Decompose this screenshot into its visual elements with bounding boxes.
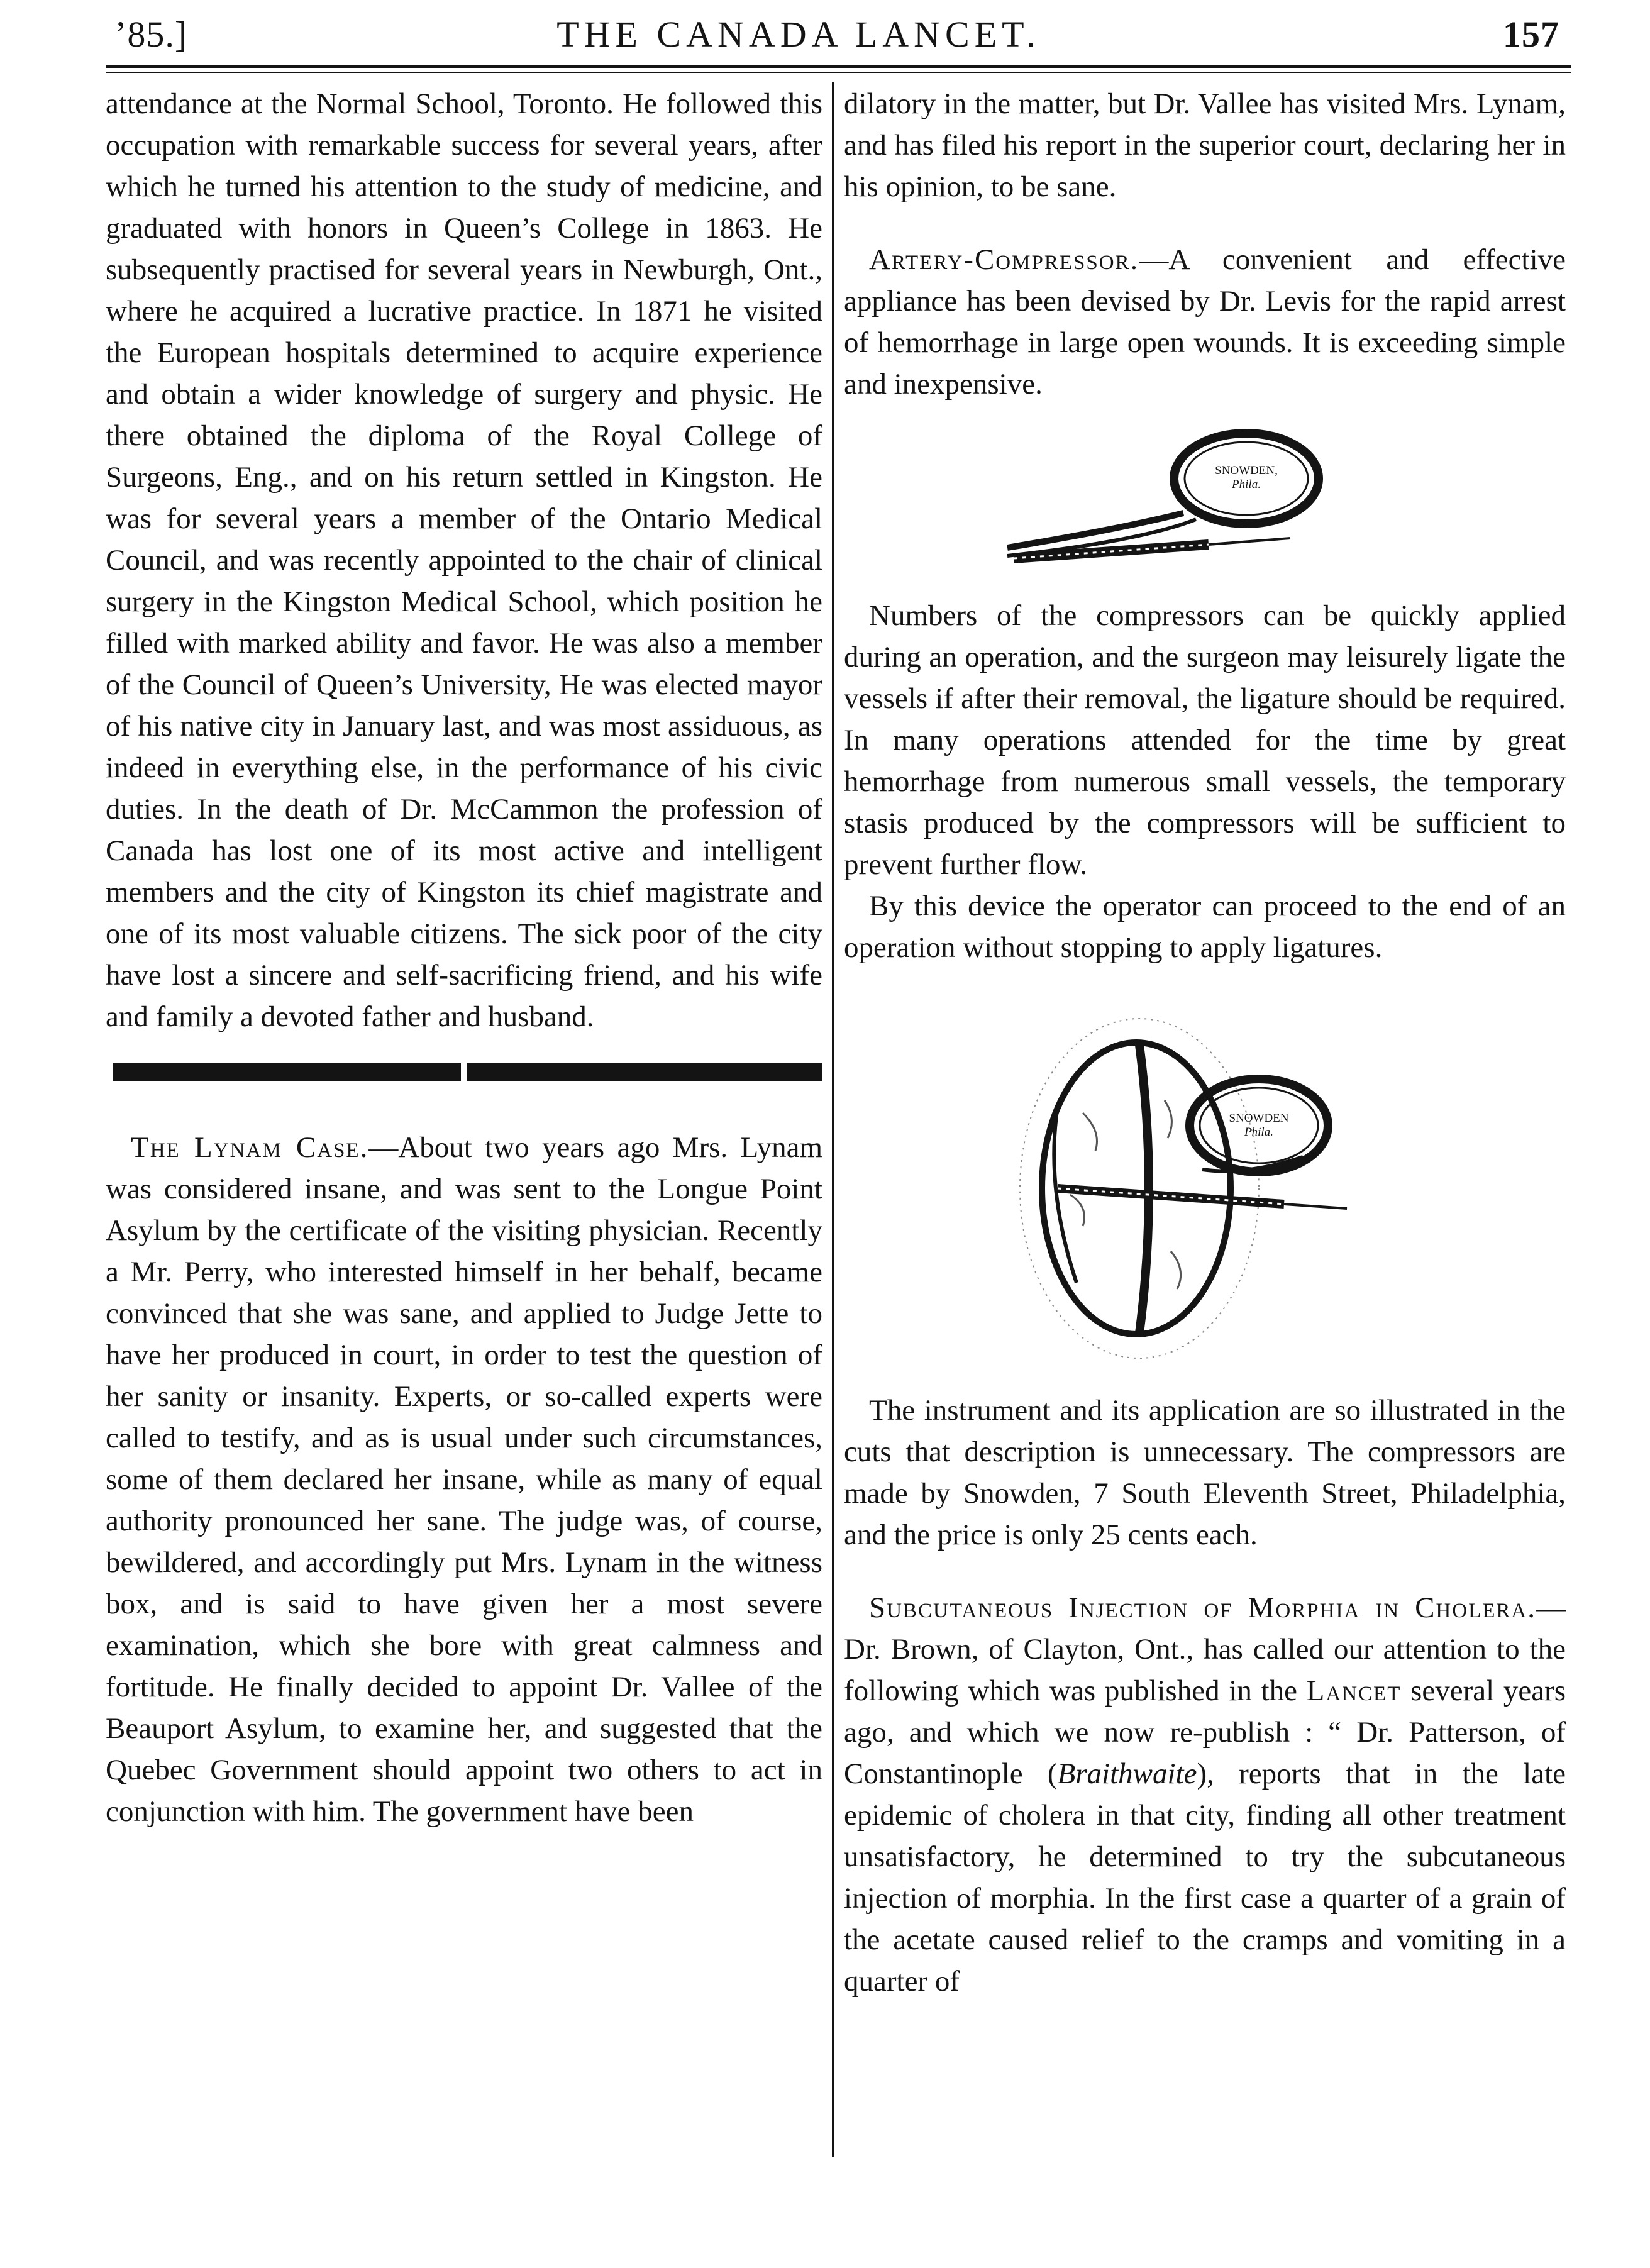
lynam-case-continued: dilatory in the matter, but Dr. Vallee has visited Mrs. Lynam, and has filed his report in the superior court, declaring her in his opinion, to be sane. xyxy=(844,87,1566,203)
header-rule-top xyxy=(106,65,1571,68)
running-title: THE CANADA LANCET. xyxy=(556,14,1041,55)
snowden-stamp-2 xyxy=(1224,1112,1293,1139)
lynam-case-heading: The Lynam Case. xyxy=(131,1131,369,1164)
morphia-body-3: ), reports that in the late epidemic of cholera in that city, finding all other treatment unsatisfactory, he determined to try the subcutaneous injection of morphia. In the first case a quarter of a grain of the acetate caused relief to the cramps and vomiting in a quarter of xyxy=(844,1757,1566,1998)
stamp-1-maker: SNOWDEN, xyxy=(1215,464,1278,477)
header-year: ’85.] xyxy=(114,14,188,55)
lynam-case-body: —About two years ago Mrs. Lynam was considered insane, and was sent to the Longue Point Asylum by the certificate of the visiting physician. Recently a Mr. Perry, who interested himself in her behalf, became convinced that she was sane, and applied to Judge Jette to have her produced in court, in order to test the question of her sanity or insanity. Experts, or so-called experts were called to testify, and as is usual under such circumstances, some of them declared her insane, while as many of equal authority pronounced her sane. The judge was, of course, bewildered, and accordingly put Mrs. Lynam in the witness box, and is said to have given her a most severe examination, which she bore with great calmness and fortitude. He finally decided to appoint Dr. Vallee of the Beauport Asylum, to examine her, and suggested that the Quebec Government should appoint two others to act in conjunction with him. The government have been xyxy=(106,1131,823,1828)
braithwaite-citation: Braithwaite xyxy=(1057,1757,1197,1790)
instrument-paragraph: The instrument and its application are so illustrated in the cuts that description is unnecessary. The compressors are made by Snowden, 7 South Eleventh Street, Philadelphia, and the price is only 25 cents each. xyxy=(844,1394,1566,1551)
artery-compressor-illustration xyxy=(995,419,1385,582)
compressor-drawing xyxy=(995,419,1385,582)
snowden-stamp-1 xyxy=(1209,464,1284,492)
artery-compressor-body: —A convenient and effective appliance has been devised by Dr. Levis for the rapid arrest of hemorrhage in large open wounds. It is exceeding simple and inexpensive. xyxy=(844,243,1566,401)
morphia-body-1: —Dr. Brown, of Clayton, Ont., has called our attention to the following which was published in the xyxy=(844,1591,1566,1707)
lynam-case-article xyxy=(106,1127,822,1832)
artery-compressor-article xyxy=(844,239,1566,405)
page-number: 157 xyxy=(1503,14,1559,55)
compressor-in-wound-illustration xyxy=(1007,987,1359,1377)
compressors-paragraph-1: Numbers of the compressors can be quickly applied during an operation, and the surgeon may leisurely ligate the vessels if after their removal, the ligature should be required. In many operations attended for the time by great hemorrhage from numerous small vessels, the temporary stasis produced by the compressors will be sufficient to prevent further flow. xyxy=(844,599,1566,881)
left-column xyxy=(106,83,822,1832)
morphia-body-2: several years ago, and which we now re-publish : “ Dr. Patterson, of Constantinople ( xyxy=(844,1674,1566,1790)
header-rule-bottom xyxy=(106,72,1571,73)
stamp-1-city: Phila. xyxy=(1232,478,1261,491)
stamp-2-maker: SNOWDEN xyxy=(1229,1112,1289,1125)
artery-compressor-heading: Artery-Compressor. xyxy=(869,243,1139,276)
stamp-2-city: Phila. xyxy=(1244,1126,1273,1139)
morphia-heading: Subcutaneous Injection of Morphia in Cholera. xyxy=(869,1591,1536,1624)
morphia-article xyxy=(844,1587,1566,2002)
wound-drawing xyxy=(1007,987,1359,1377)
section-divider-bar xyxy=(113,1063,822,1081)
lancet-reference: Lancet xyxy=(1306,1674,1402,1707)
right-column xyxy=(844,83,1566,2002)
compressors-paragraph-2: By this device the operator can proceed to the end of an operation without stopping to apply ligatures. xyxy=(844,890,1566,964)
obituary-paragraph: attendance at the Normal School, Toronto. He followed this occupation with remarkable success for several years, after which he turned his attention to the study of medicine, and graduated with honors in Queen’s College in 1863. He subsequently practised for several years in Newburgh, Ont., where he acquired a lucrative practice. In 1871 he visited the European hospitals determined to acquire experience and obtain a wider knowledge of surgery and physic. He there obtained the diploma of the Royal College of Surgeons, Eng., and on his return settled in Kingston. He was for several years a member of the Ontario Medical Council, and was recently appointed to the chair of clinical surgery in the Kingston Medical School, which position he filled with marked ability and favor. He was also a member of the Council of Queen’s University, He was elected mayor of his native city in January last, and was most assiduous, as indeed in everything else, in the performance of his civic duties. In the death of Dr. McCammon the profession of Canada has lost one of its most active and intelligent members and the city of Kingston its chief magistrate and one of its most valuable citizens. The sick poor of the city have lost a sincere and self-sacrificing friend, and his wife and family a devoted father and husband. xyxy=(106,87,822,1033)
column-divider xyxy=(832,82,834,2157)
